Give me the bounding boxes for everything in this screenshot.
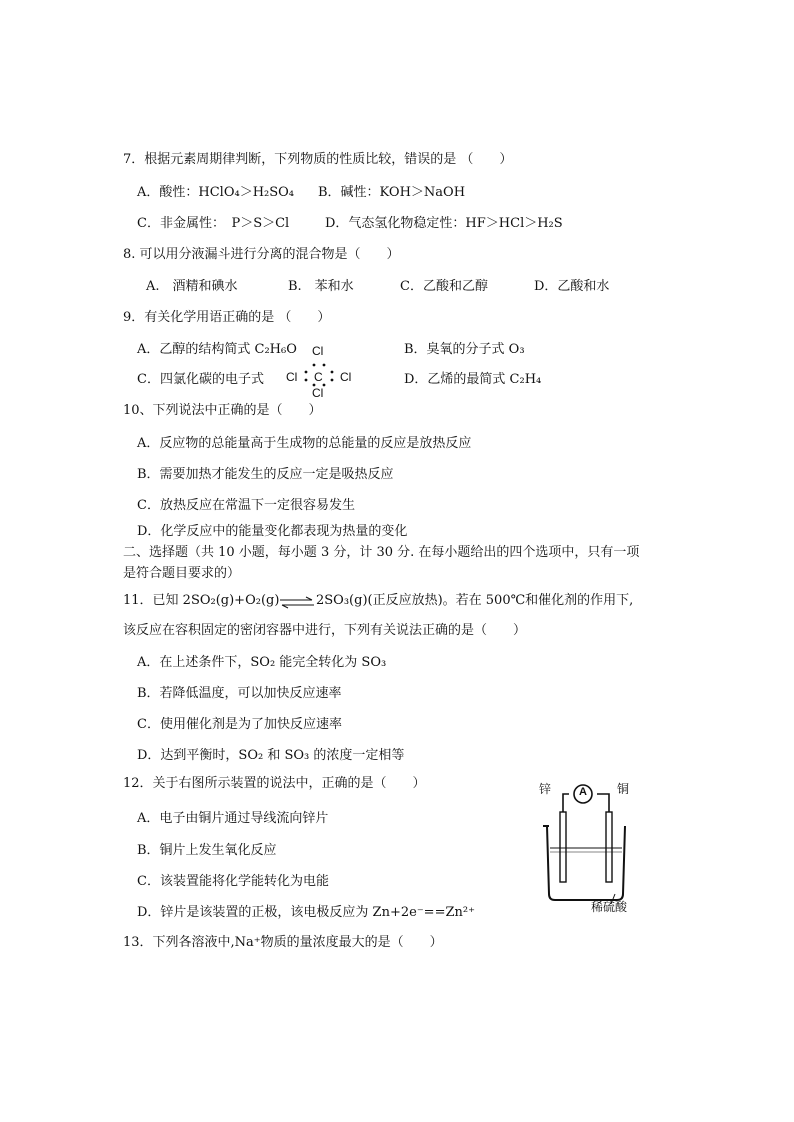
q10-option-d: D．化学反应中的能量变化都表现为热量的变化 bbox=[137, 524, 408, 539]
q9-option-d: D．乙烯的最简式 C₂H₄ bbox=[404, 372, 542, 387]
q11-option-d: D．达到平衡时，SO₂ 和 SO₃ 的浓度一定相等 bbox=[137, 748, 405, 763]
q7-option-a: A．酸性：HClO₄＞H₂SO₄ bbox=[137, 185, 295, 200]
ammeter-label: A bbox=[579, 786, 587, 798]
q11-stem-part2: 2SO₃(g)(正反应放热)。若在 500℃和催化剂的作用下, bbox=[316, 593, 634, 608]
q9-stem: 9．有关化学用语正确的是 （ ） bbox=[123, 310, 331, 325]
q13-stem: 13．下列各溶液中,Na⁺物质的量浓度最大的是（ ） bbox=[123, 935, 443, 950]
q10-option-c: C．放热反应在常温下一定很容易发生 bbox=[137, 498, 355, 513]
q10-stem: 10、下列说法中正确的是（ ） bbox=[123, 403, 322, 418]
lewis-cl-left: Cl bbox=[286, 370, 298, 384]
q12-option-c: C．该装置能将化学能转化为电能 bbox=[137, 874, 329, 889]
q10-option-a: A．反应物的总能量高于生成物的总能量的反应是放热反应 bbox=[137, 436, 472, 451]
q7-stem: 7．根据元素周期律判断，下列物质的性质比较，错误的是 （ ） bbox=[123, 152, 513, 167]
q11-option-b: B．若降低温度，可以加快反应速率 bbox=[137, 686, 342, 701]
q9-option-c: C．四氯化碳的电子式 bbox=[137, 372, 264, 387]
q12-stem: 12．关于右图所示装置的说法中，正确的是（ ） bbox=[123, 776, 426, 791]
lewis-cl-right: Cl bbox=[340, 370, 352, 384]
equilibrium-arrow-icon bbox=[278, 596, 316, 610]
galvanic-cell-diagram bbox=[525, 782, 645, 912]
section-2-heading-line1: 二、选择题（共 10 小题，每小题 3 分，计 30 分. 在每小题给出的四个选项中，只有一项 bbox=[123, 545, 640, 560]
q10-option-b: B．需要加热才能发生的反应一定是吸热反应 bbox=[137, 467, 394, 482]
q7-option-d: D．气态氢化物稳定性：HF＞HCl＞H₂S bbox=[325, 216, 563, 231]
copper-electrode-label: 铜 bbox=[617, 782, 630, 796]
q8-option-b: B. 苯和水 bbox=[288, 279, 354, 294]
section-2-heading-line2: 是符合题目要求的） bbox=[123, 566, 241, 581]
q8-option-d: D．乙酸和水 bbox=[534, 279, 610, 294]
lewis-electron-dots bbox=[284, 344, 354, 400]
q7-option-b: B．碱性：KOH＞NaOH bbox=[318, 185, 466, 200]
q9-option-a: A．乙醇的结构简式 C₂H₆O bbox=[137, 342, 297, 357]
q7-option-c: C．非金属性： P＞S＞Cl bbox=[137, 216, 290, 231]
q8-option-c: C．乙酸和乙醇 bbox=[400, 279, 488, 294]
dilute-sulfuric-acid-label: 稀硫酸 bbox=[591, 900, 628, 914]
ccl4-lewis-structure bbox=[284, 344, 354, 400]
q12-option-b: B．铜片上发生氧化反应 bbox=[137, 843, 277, 858]
galvanic-cell-drawing bbox=[525, 782, 645, 912]
lewis-cl-bottom: Cl bbox=[312, 386, 324, 400]
zinc-electrode-label: 锌 bbox=[539, 782, 552, 796]
q8-option-a: A. 酒精和碘水 bbox=[146, 279, 238, 294]
q9-option-b: B．臭氧的分子式 O₃ bbox=[404, 342, 525, 357]
lewis-cl-top: Cl bbox=[312, 344, 324, 358]
q11-stem-line2: 该反应在容积固定的密闭容器中进行，下列有关说法正确的是（ ） bbox=[123, 623, 527, 638]
q8-stem: 8. 可以用分液漏斗进行分离的混合物是（ ） bbox=[123, 247, 400, 262]
q12-option-d: D．锌片是该装置的正极，该电极反应为 Zn+2e⁻==Zn²⁺ bbox=[137, 905, 475, 920]
q11-option-c: C．使用催化剂是为了加快反应速率 bbox=[137, 717, 342, 732]
q12-option-a: A．电子由铜片通过导线流向锌片 bbox=[137, 811, 329, 826]
q11-stem-part1: 11．已知 2SO₂(g)+O₂(g) bbox=[123, 593, 280, 608]
lewis-c-center: C bbox=[314, 370, 323, 384]
q11-option-a: A．在上述条件下，SO₂ 能完全转化为 SO₃ bbox=[137, 655, 387, 670]
